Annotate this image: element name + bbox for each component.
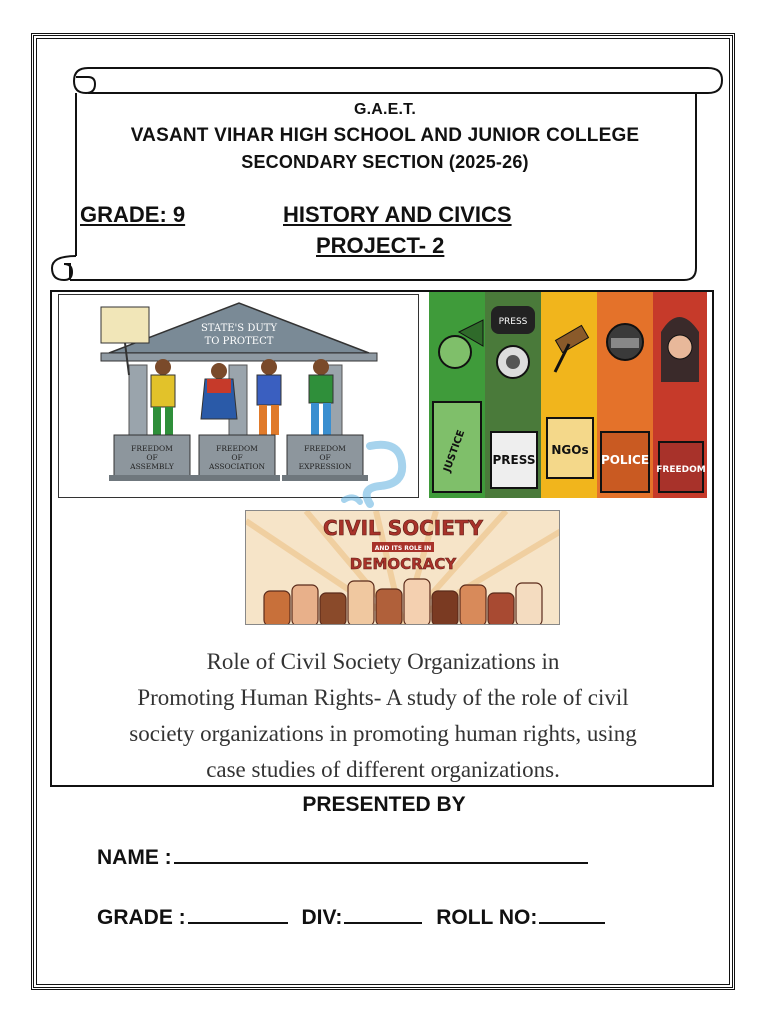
subject-heading: HISTORY AND CIVICS: [283, 202, 512, 227]
name-blank[interactable]: [174, 861, 588, 864]
civil-groups-illustration: [429, 292, 707, 498]
roll-label: ROLL NO:: [436, 906, 538, 929]
grade-heading: GRADE: 9: [80, 202, 186, 227]
div-label: DIV:: [301, 906, 343, 929]
presented-by-heading: PRESENTED BY: [302, 793, 466, 816]
pillar-2-line1: FREEDOM: [216, 444, 258, 453]
banner-title-1: CIVIL SOCIETY: [322, 516, 484, 540]
name-row: [97, 846, 588, 870]
civil-society-banner: [245, 510, 560, 625]
pillar-1-line2: OF: [146, 453, 158, 462]
project-heading: PROJECT- 2: [316, 233, 445, 258]
trust-name: G.A.E.T.: [353, 101, 417, 118]
sign-ngos: NGOs: [551, 443, 589, 457]
section-name: SECONDARY SECTION (2025-26): [241, 152, 529, 172]
pillar-1-line3: ASSEMBLY: [130, 462, 174, 471]
sign-justice: JUSTICE: [441, 428, 468, 474]
grade-blank[interactable]: [188, 921, 288, 924]
description-line-3: society organizations in promoting human rights, using: [129, 721, 637, 746]
project-description: [70, 644, 696, 788]
pillar-2-line2: OF: [231, 453, 243, 462]
cap-press: PRESS: [498, 317, 528, 327]
description-line-4: case studies of different organizations.: [206, 757, 560, 782]
school-name: VASANT VIHAR HIGH SCHOOL AND JUNIOR COLLEGE: [130, 125, 640, 146]
description-line-1: Role of Civil Society Organizations in: [206, 649, 560, 674]
banner-subtitle: AND ITS ROLE IN: [374, 545, 432, 552]
pillar-3-line3: EXPRESSION: [298, 462, 352, 471]
description-line-2: Promoting Human Rights- A study of the role of civil: [137, 685, 629, 710]
roof-text-2: TO PROTECT: [204, 336, 274, 347]
roll-blank[interactable]: [539, 921, 605, 924]
roof-text-1: STATE'S DUTY: [200, 323, 278, 334]
pillar-2-line3: ASSOCIATION: [208, 462, 266, 471]
watermark-swirl: [340, 440, 440, 510]
sign-police: POLICE: [600, 453, 650, 467]
pillar-1-line1: FREEDOM: [131, 444, 173, 453]
grade-field-label: GRADE :: [97, 906, 186, 929]
banner-title-2: DEMOCRACY: [349, 555, 457, 573]
info-row: [97, 906, 605, 930]
pillar-3-line1: FREEDOM: [304, 444, 346, 453]
sign-press: PRESS: [492, 453, 536, 467]
div-blank[interactable]: [344, 921, 422, 924]
name-label: NAME :: [97, 846, 172, 869]
pillar-3-line2: OF: [319, 453, 331, 462]
sign-freedom: FREEDOM: [656, 465, 706, 475]
